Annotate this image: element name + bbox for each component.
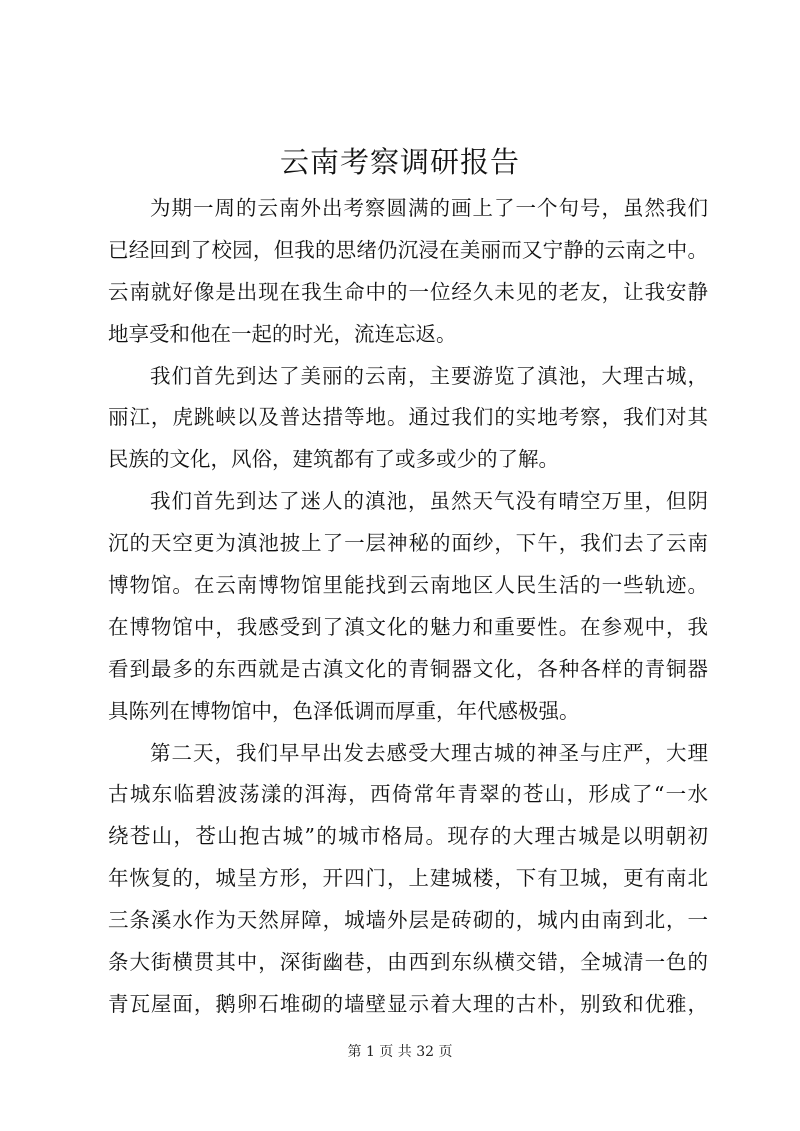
paragraph-1-line-1: 为期一周的云南外出考察圆满的画上了一个句号，虽然我们 [150, 196, 708, 220]
paragraph-4-line-7: 青瓦屋面，鹅卵石堆砌的墙壁显示着大理的古朴，别致和优雅， [108, 991, 708, 1016]
paragraph-4-line-2: 古城东临碧波荡漾的洱海，西倚常年青翠的苍山，形成了“一水 [108, 782, 708, 807]
paragraph-2-line-2: 丽江，虎跳峡以及普达措等地。通过我们的实地考察，我们对其 [108, 405, 708, 430]
paragraph-4-line-5: 三条溪水作为天然屏障，城墙外层是砖砌的，城内由南到北，一 [108, 908, 708, 933]
paragraph-3-line-5: 看到最多的东西就是古滇文化的青铜器文化，各种各样的青铜器 [108, 656, 708, 681]
paragraph-3-line-4: 在博物馆中，我感受到了滇文化的魅力和重要性。在参观中，我 [108, 614, 708, 639]
document-body [108, 188, 708, 1026]
paragraph-3-line-2: 沉的天空更为滇池披上了一层神秘的面纱，下午，我们去了云南 [108, 531, 708, 556]
page-number-footer: 第 1 页 共 32 页 [347, 1044, 453, 1060]
paragraph-3-line-6: 具陈列在博物馆中，色泽低调而厚重，年代感极强。 [108, 698, 580, 723]
paragraph-4-line-6: 条大街横贯其中，深街幽巷，由西到东纵横交错，全城清一色的 [108, 950, 708, 975]
paragraph-2-line-1: 我们首先到达了美丽的云南，主要游览了滇池，大理古城， [150, 363, 708, 388]
paragraph-3-line-3: 博物馆。在云南博物馆里能找到云南地区人民生活的一些轨迹。 [108, 573, 708, 598]
paragraph-4-line-1: 第二天，我们早早出发去感受大理古城的神圣与庄严，大理 [150, 740, 708, 765]
paragraph-4-line-4: 年恢复的，城呈方形，开四门，上建城楼，下有卫城，更有南北 [108, 866, 708, 891]
paragraph-4-line-3: 绕苍山，苍山抱古城”的城市格局。现存的大理古城是以明朝初 [108, 824, 708, 849]
paragraph-1-line-4: 地享受和他在一起的时光，流连忘返。 [108, 321, 457, 346]
paragraph-2-line-3: 民族的文化，风俗，建筑都有了或多或少的了解。 [108, 447, 559, 472]
document-title: 云南考察调研报告 [279, 145, 520, 179]
paragraph-1-line-3: 云南就好像是出现在我生命中的一位经久未见的老友，让我安静 [108, 279, 708, 304]
paragraph-3-line-1: 我们首先到达了迷人的滇池，虽然天气没有晴空万里，但阴 [150, 489, 708, 514]
paragraph-1-line-2: 已经回到了校园，但我的思绪仍沉浸在美丽而又宁静的云南之中。 [108, 237, 708, 262]
